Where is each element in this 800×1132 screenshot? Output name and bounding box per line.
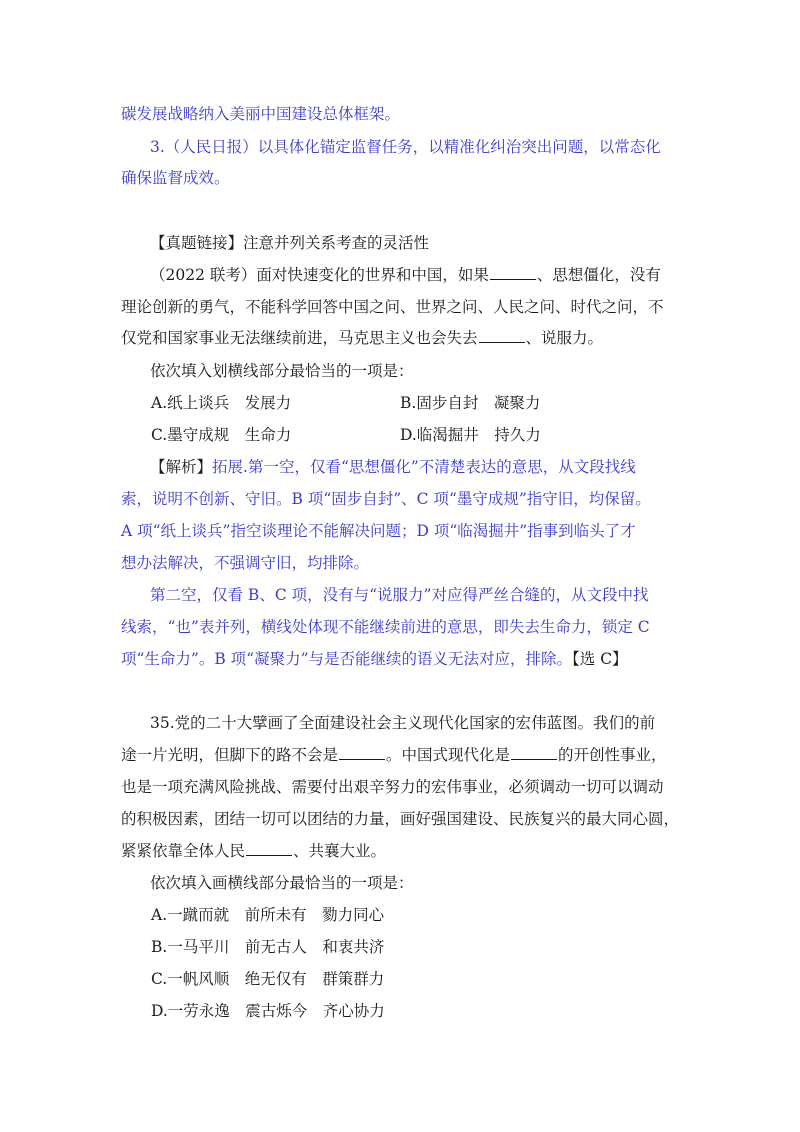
q35-option-c: C.一帆风顺 绝无仅有 群策群力 xyxy=(151,970,385,988)
link-heading: 【真题链接】注意并列关系考查的灵活性 xyxy=(150,234,430,252)
analysis-text: 拓展.第一空，仅看“思想僵化”不清楚表达的意思，从文段找线 xyxy=(212,458,636,476)
question-text: 仅党和国家事业无法继续前进，马克思主义也会失去 xyxy=(121,329,478,347)
question-line-2: 理论创新的勇气，不能科学回答中国之问、世界之问、人民之问、时代之问，不 xyxy=(121,298,664,316)
question-text: 。中国式现代化是 xyxy=(386,746,511,764)
question-prompt: 依次填入划横线部分最恰当的一项是： xyxy=(150,362,414,380)
q35-line-5 xyxy=(121,841,386,861)
question-text: 途一片光明，但脚下的路不会是 xyxy=(121,746,339,764)
answer-blank xyxy=(246,841,292,856)
option-b: B.固步自封 凝聚力 xyxy=(400,394,541,412)
q35-line-2 xyxy=(121,745,667,765)
q35-prompt: 依次填入画横线部分最恰当的一项是： xyxy=(150,874,414,892)
q35-line-4: 的积极因素，团结一切可以团结的力量，画好强国建设、民族复兴的最大同心圆， xyxy=(121,810,680,828)
question-text: 、共襄大业。 xyxy=(293,842,387,860)
question-line-1 xyxy=(150,265,661,285)
question-text: （2022 联考）面对快速变化的世界和中国，如果 xyxy=(150,266,489,284)
analysis-tag: 【解析】 xyxy=(150,458,213,476)
option-c: C.墨守成规 生命力 xyxy=(151,426,292,444)
analysis-line-3: A 项“纸上谈兵”指空谈理论不能解决问题；D 项“临渴掘井”指事到临头了才 xyxy=(121,522,636,540)
question-line-3 xyxy=(121,328,603,348)
point-3-line-1: 3.（人民日报）以具体化锚定监督任务，以精准化纠治突出问题，以常态化 xyxy=(150,138,661,156)
analysis-line-7 xyxy=(121,649,628,669)
answer-tag: 【选 C】 xyxy=(572,650,628,668)
point-3-line-2: 确保监督成效。 xyxy=(121,169,230,187)
answer-blank xyxy=(479,328,525,343)
q35-line-1: 35.党的二十大擘画了全面建设社会主义现代化国家的宏伟蓝图。我们的前 xyxy=(150,714,656,732)
answer-blank xyxy=(490,265,536,280)
q35-option-d: D.一劳永逸 震古烁今 齐心协力 xyxy=(151,1002,385,1020)
question-text: 紧紧依靠全体人民 xyxy=(121,842,246,860)
analysis-line-5: 第二空，仅看 B、C 项，没有与“说服力”对应得严丝合缝的，从文段中找 xyxy=(150,586,649,604)
intro-line: 碳发展战略纳入美丽中国建设总体框架。 xyxy=(121,105,401,123)
q35-option-a: A.一蹴而就 前所未有 勠力同心 xyxy=(151,906,385,924)
analysis-text: 项“生命力”。B 项“凝聚力”与是否能继续的语义无法对应，排除。 xyxy=(121,650,573,668)
question-text: 、思想僵化，没有 xyxy=(536,266,661,284)
option-a: A.纸上谈兵 发展力 xyxy=(151,394,292,412)
question-text: 的开创性事业， xyxy=(558,746,667,764)
option-d: D.临渴掘井 持久力 xyxy=(400,426,541,444)
answer-blank xyxy=(511,745,557,760)
q35-line-3: 也是一项充满风险挑战、需要付出艰辛努力的宏伟事业，必须调动一切可以调动 xyxy=(121,778,664,796)
question-text: 、说服力。 xyxy=(525,329,604,347)
analysis-line-4: 想办法解决，不强调守旧，均排除。 xyxy=(121,554,370,572)
analysis-line-2: 索，说明不创新、守旧。B 项“固步自封”、C 项“墨守成规”指守旧，均保留。 xyxy=(121,490,651,508)
analysis-line-6: 线索，“也”表并列，横线处体现不能继续前进的意思，即失去生命力，锁定 C xyxy=(121,618,650,636)
q35-option-b: B.一马平川 前无古人 和衷共济 xyxy=(151,938,385,956)
analysis-line-1 xyxy=(150,457,636,477)
answer-blank xyxy=(339,745,385,760)
